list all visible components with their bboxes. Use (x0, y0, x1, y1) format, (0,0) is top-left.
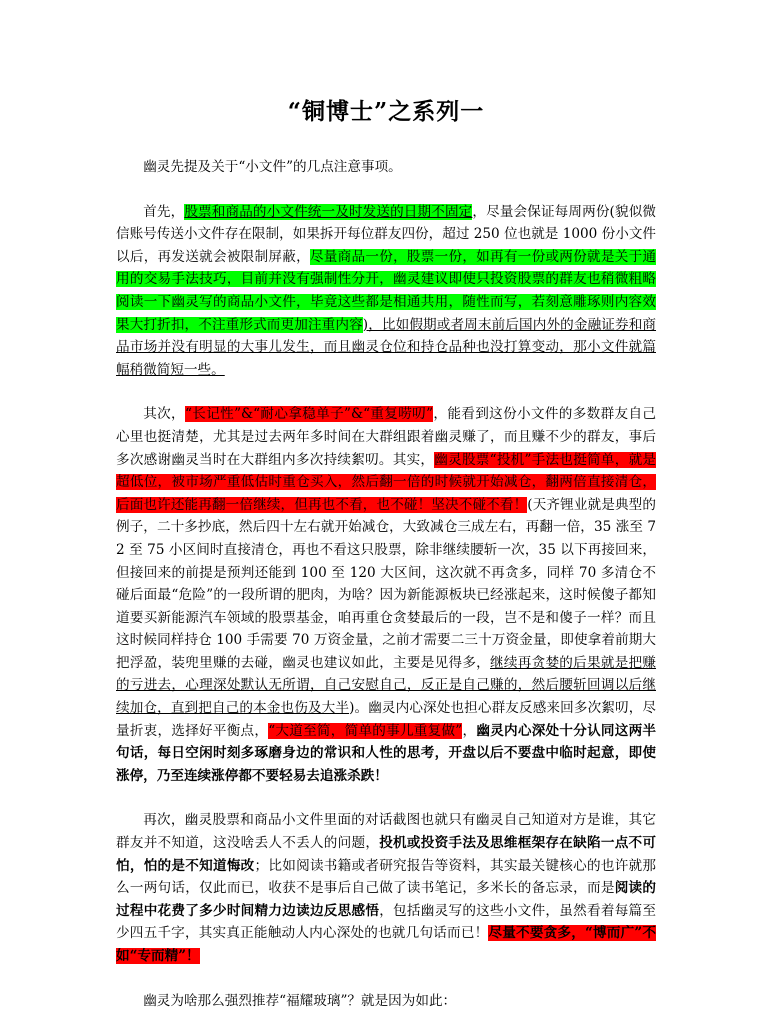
underlined-text: ，比如假期或者周末前后国内外的金融证券和商品市场并没有明显的大事儿发生，而且幽灵仓位和持仓品种也没打算变动，那小文件就篇幅稍微简短一些。 (116, 316, 657, 378)
text-run: ) (362, 316, 369, 333)
paragraph-third (116, 809, 656, 967)
intro-paragraph: 幽灵先提及关于“小文件”的几点注意事项。 (143, 159, 402, 175)
text-run: ，尽量会保证每周两份(貌似微信账号传送小文件存在限制，如果拆开每位群友四份，超过 250 位也就是 1000 份小文件以后，再发送就会被限制屏蔽， (116, 203, 657, 265)
paragraph-first (116, 201, 656, 382)
text-run: ，能看到这份小文件的多数群友自己心里也挺清楚，尤其是过去两年多时间在大群组跟着幽灵赚了，而且赚不少的群友，事后多次感谢幽灵当时在大群组内多次持续絮叨。其实， (116, 406, 657, 468)
bold-text: 幽灵内心深处十分认同这两半句话，每日空闲时刻多琢磨身边的常识和人性的思考，开盘以后不要盘中临时起意，即使涨停，乃至连续涨停都不要轻易去追涨杀跌！ (116, 722, 657, 784)
text-run: 其次， (143, 406, 185, 423)
underlined-text: 继续再贪婪的后果就是把赚的亏进去，心理深处默认无所谓，自己安慰自己，反正是自己赚的，然后腰斩回调以后继续加仓，直到把自己的本金也伤及大半 (116, 654, 657, 717)
text-run: )。幽灵内心深处也担心群友反感来回多次絮叨，尽量折衷，选择好平衡点， (116, 700, 656, 739)
green-highlight: 股票和商品的小文件统一及时发送的日期不固定 (184, 203, 473, 220)
green-highlight: 尽量商品一份，股票一份，如再有一份或两份就是关于通用的交易手法技巧，目前并没有强制性分开，幽灵建议即使只投资股票的群友也稍微粗略阅读一下幽灵写的商品小文件，毕竟这些都是相通共用，随性而写，若刻意雕琢则内容效果大打折扣，不注重形式而更加注重内容 (116, 248, 657, 333)
closing-paragraph: 幽灵为啥那么强烈推荐“福耀玻璃”？就是因为如此： (143, 992, 457, 1009)
bold-text: 投机或投资手法及思维框架存在缺陷一点不可怕，怕的是不知道悔改 (116, 835, 656, 874)
text-run: 再次，幽灵股票和商品小文件里面的对话截图也就只有幽灵自己知道对方是谁，其它群友并不知道，这没啥丢人不丢人的问题， (116, 812, 656, 852)
paragraph-second (116, 403, 656, 787)
document-page (116, 96, 656, 1012)
red-highlight: 尽量不要贪多，“博而广”不如“专而精”！ (116, 925, 657, 964)
red-highlight: “大道至简，简单的事儿重复做” (268, 722, 463, 739)
bold-text: 阅读的过程中花费了多少时间精力边读边反思感悟 (116, 880, 657, 919)
text-run: 首先， (143, 203, 185, 220)
red-highlight: 幽灵股票“投机”手法也挺简单，就是超低位，被市场严重低估时重仓买入，然后翻一倍的时候就开始减仓，翻两倍直接清仓，后面也许还能再翻一倍继续，但再也不看，也不碰！坚决不碰不看！ (116, 451, 656, 513)
document-title: “铜博士”之系列一 (287, 98, 485, 125)
text-run: ， (462, 722, 477, 739)
text-run: ；比如阅读书籍或者研究报告等资料，其实最关键核心的也许就那么一两句话，仅此而已，收获不是事后自己做了读书笔记，多米长的备忘录，而是 (116, 857, 657, 897)
text-run: ，包括幽灵写的这些小文件，虽然看着每篇至少四五千字，其实真正能触动人内心深处的也就几句话而已！ (116, 902, 656, 942)
text-run: (天齐锂业就是典型的例子，二十多抄底，然后四十左右就开始减仓，大致减仓三成左右，再翻一倍，35 涨至 72 至 75 小区间时直接清仓，再也不看这只股票，除非继续腰斩一次，35 以下再接回来，但接回来的前提是预判还能到 100 至 120 大区间，这次就不再贪多，同样 70 多清仓不碰后面最“危险”的一段所谓的肥肉，为啥？因为新能源板块已经涨起来，这时候傻子都知道要买新能源汽车领域的股票基金，咱再重仓贪婪最后的一段，岂不是和傻子一样？而且这时候同样持仓 100 手需要 70 万资金量，之前才需要二三十万资金量，即使拿着前期大把浮盈，装兜里赚的去碰，幽灵也建议如此，主要是见得多， (116, 496, 656, 671)
red-highlight: “长记性”&“耐心拿稳单子”&“重复唠叨” (185, 406, 434, 423)
